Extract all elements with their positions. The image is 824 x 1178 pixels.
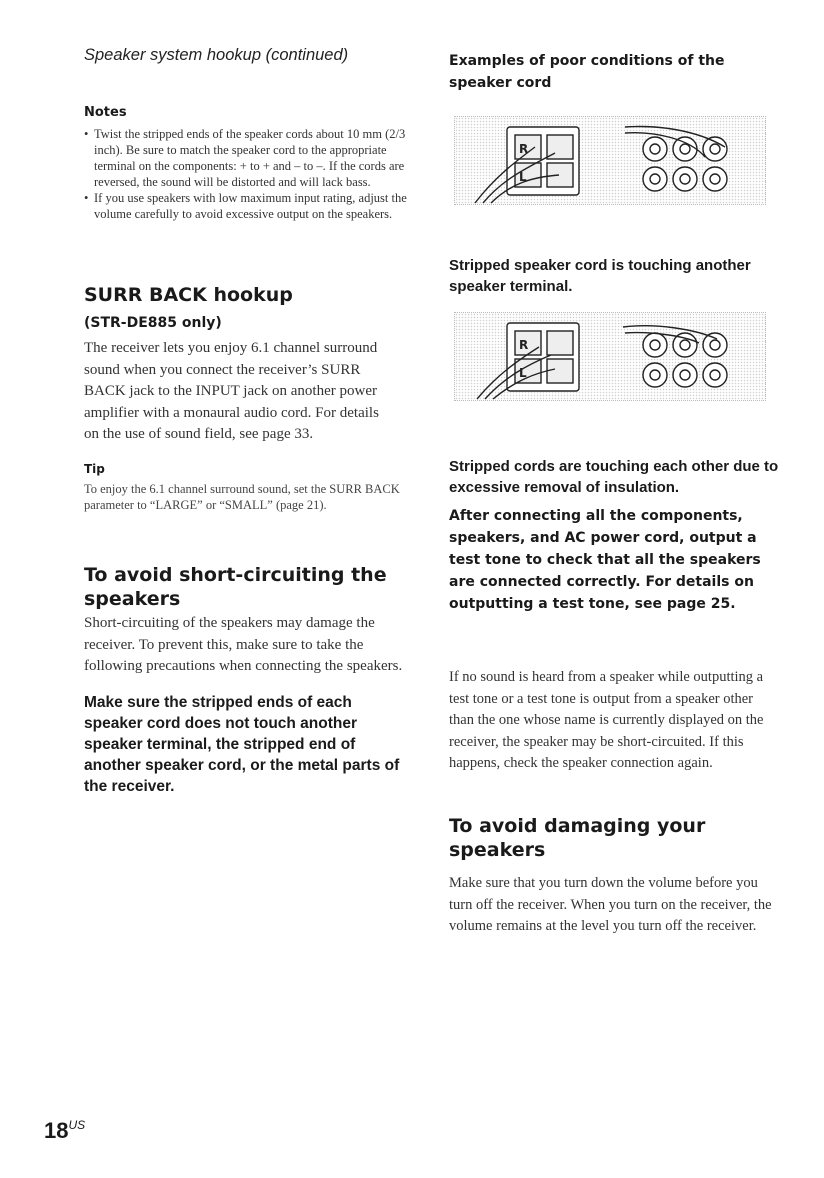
- after-connecting-body: If no sound is heard from a speaker while outputting a test tone or a test tone is output from a speaker other than the one whose name is currently displayed on the receiver, the speaker may be short-circuited. If this happens, check the speaker connection again.: [449, 669, 764, 771]
- short-circuit-heading: To avoid short-circuiting the speakers: [84, 564, 387, 610]
- note-item: • If you use speakers with low maximum input rating, adjust the volume carefully to avoid excessive output on the speakers.: [84, 190, 414, 222]
- short-circuit-body: Short-circuiting of the speakers may damage the receiver. To prevent this, make sure to take the following precautions when connecting the speakers.: [84, 615, 403, 674]
- surr-back-heading: SURR BACK hookup: [84, 284, 293, 306]
- examples-section: [449, 50, 779, 94]
- page-number: [44, 1118, 85, 1144]
- tip-heading: Tip: [84, 461, 105, 476]
- page-number-suffix: US: [68, 1118, 86, 1132]
- surr-back-section: [84, 283, 414, 514]
- label-r: R: [519, 142, 529, 156]
- notes-heading: Notes: [84, 105, 127, 120]
- tip-body: To enjoy the 6.1 channel surround sound, set the SURR BACK parameter to “LARGE” or “SMALL” (page 21).: [84, 481, 400, 512]
- label-l: L: [519, 170, 527, 184]
- damaging-body: Make sure that you turn down the volume before you turn off the receiver. When you turn on the receiver, the volume remains at the level you turn off the receiver.: [449, 875, 772, 934]
- damaging-heading: To avoid damaging your speakers: [449, 815, 706, 861]
- after-connecting-note: After connecting all the components, speakers, and AC power cord, output a test tone to check that all the speakers are connected correctly. For details on outputting a test tone, see page 25.: [449, 508, 761, 612]
- illustration-terminal-touch: [454, 116, 766, 205]
- notes-section: [84, 105, 414, 222]
- label-l: L: [519, 366, 527, 380]
- surr-back-body: The receiver lets you enjoy 6.1 channel surround sound when you connect the receiver’s SURR BACK jack to the INPUT jack on another power amplifier with a monaural audio cord. For details on the use of sound field, see page 33.: [84, 340, 379, 442]
- short-circuit-warning: Make sure the stripped ends of each speaker cord does not touch another speaker terminal, the stripped end of another speaker cord, or the metal parts of the receiver.: [84, 693, 400, 795]
- page-number-value: 18: [44, 1118, 69, 1143]
- short-circuit-section: [84, 563, 414, 797]
- caption-2: Stripped cords are touching each other due to excessive removal of insulation.: [449, 458, 779, 496]
- caption-1: Stripped speaker cord is touching another speaker terminal.: [449, 257, 751, 295]
- examples-heading: Examples of poor conditions of the speaker cord: [449, 53, 725, 91]
- note-item: • Twist the stripped ends of the speaker cords about 10 mm (2/3 inch). Be sure to match the speaker cord to the appropriate terminal on the components: + to + and – to –. If the cords are reversed, the sound will be distorted and will lack bass.: [84, 126, 414, 190]
- section-header: Speaker system hookup (continued): [84, 46, 349, 64]
- surr-back-subheading: (STR-DE885 only): [84, 315, 222, 331]
- label-r: R: [519, 338, 529, 352]
- illustration-cords-touch: [454, 312, 766, 401]
- notes-list: [84, 126, 414, 222]
